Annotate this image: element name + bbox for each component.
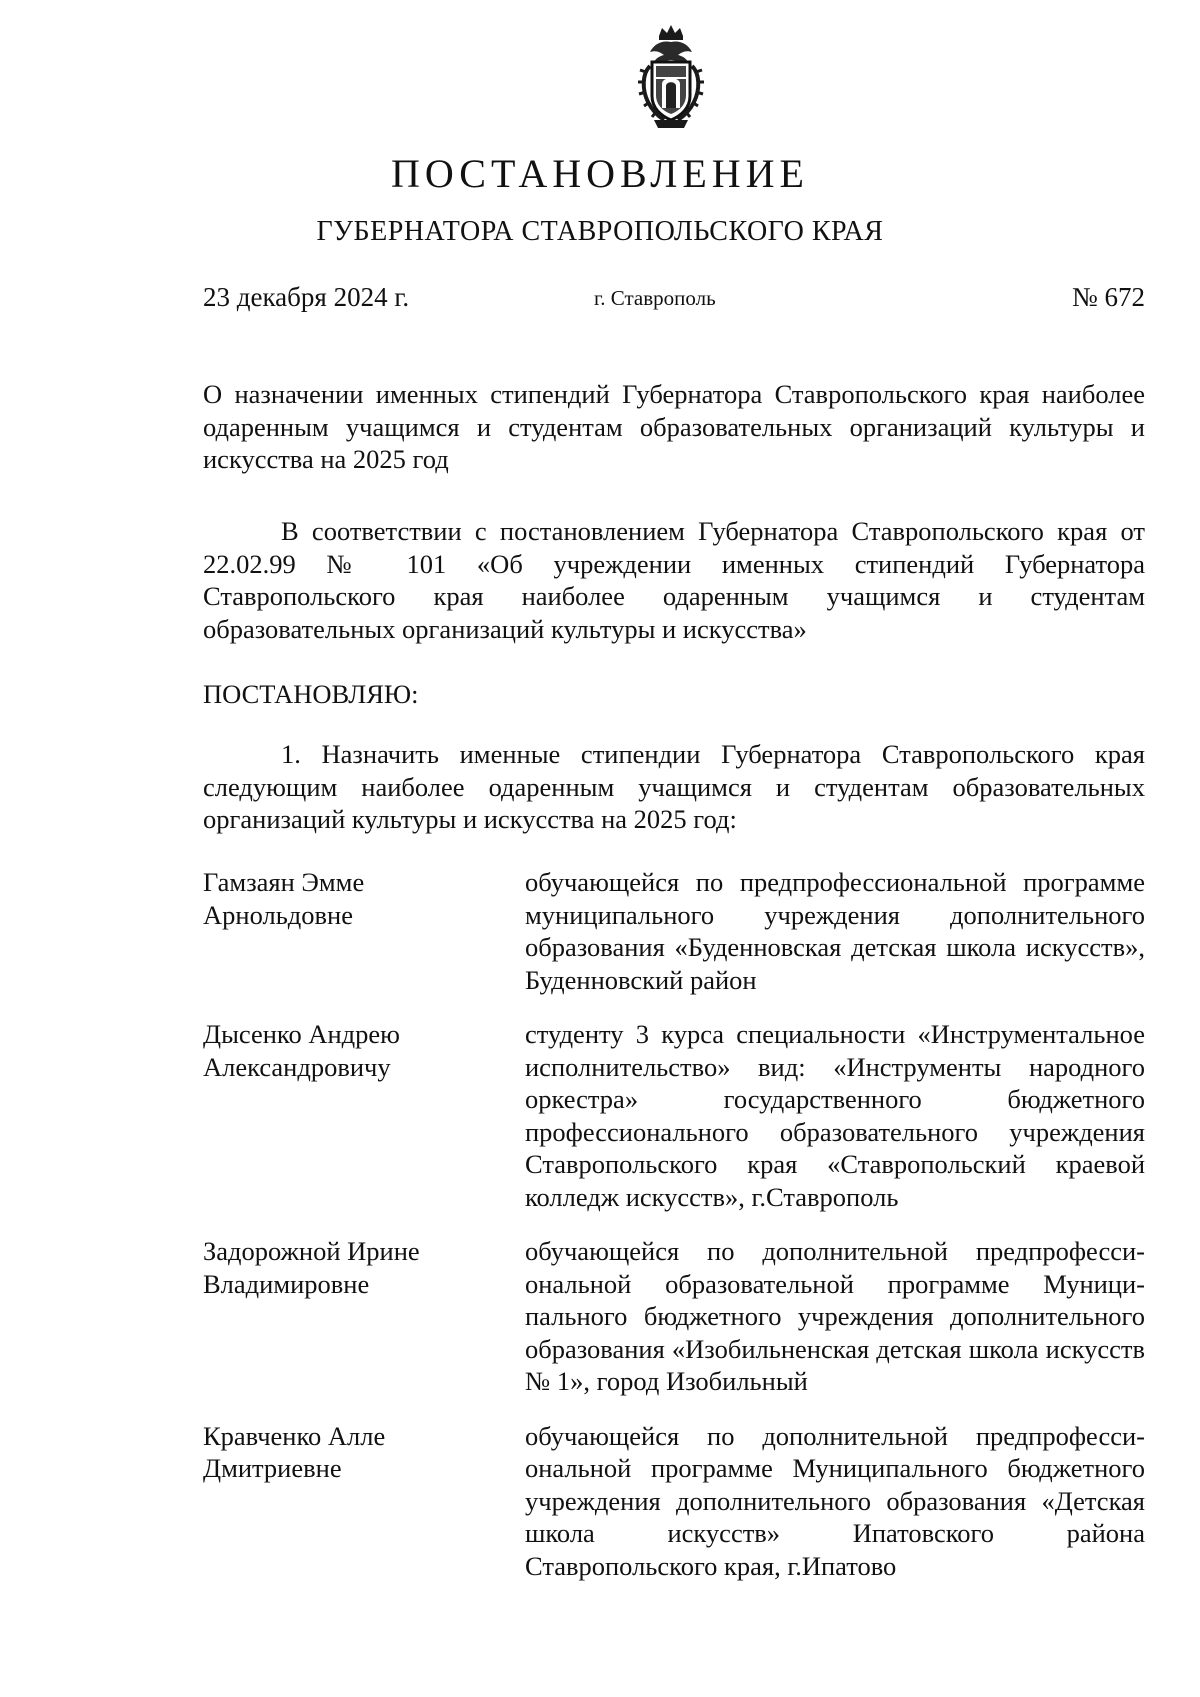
document-number: № 672: [1071, 282, 1145, 312]
recipient-description: студенту 3 курса специальности «Инструментальное исполнительство» вид: «Инструменты народного оркестра» государственного бюджетного профессионального образовательного учреждения Ставропольского края «Ставропольский краевой колледж искусств», г.Ставрополь: [525, 1019, 1145, 1212]
document-title: ПОСТАНОВЛЕНИЕ: [391, 151, 809, 196]
list-item: [203, 866, 1145, 996]
recipient-name: Кравченко Алле Дмитриевне: [203, 1420, 386, 1483]
legal-basis-paragraph: В соответствии с постановлением Губернатора Ставропольского края от 22.02.99 № 101 «Об учреждении именных стипендий Губернатора Ставропольского края наиболее одаренным учащимся и студентам образовательных организаций культуры и искусства»: [203, 516, 1145, 644]
recipient-name: Дысенко Андрею Александровичу: [203, 1019, 400, 1082]
document-date: 23 декабря 2024 г.: [203, 282, 410, 312]
recipient-description: обучающейся по дополнительной предпрофессиональной программе Муниципального бюджетного учреждения дополнительного образования «Детская школа искусств» Ипатовского района Ставропольского края, г.Ипатово: [525, 1420, 1145, 1581]
document-meta: [203, 282, 1145, 316]
document-subject: О назначении именных стипендий Губернатора Ставропольского края наиболее одаренным учащимся и студентам образовательных организаций культуры и искусства на 2025 год: [203, 379, 1145, 474]
recipient-description: обучающейся по дополнительной предпрофессиональной образовательной программе Муниципального бюджетного учреждения дополнительного образования «Изобильненская детская школа искусств № 1», город Изобильный: [525, 1236, 1145, 1396]
list-item: [203, 1235, 1145, 1398]
recipient-name: Гамзаян Эмме Арнольдовне: [203, 867, 365, 930]
decree-item-1: 1. Назначить именные стипендии Губернатора Ставропольского края следующим наиболее одаренным учащимся и студентам образовательных организаций культуры и искусства на 2025 год:: [203, 739, 1145, 834]
recipients-list: [203, 866, 1145, 1604]
issuer-title: ГУБЕРНАТОРА СТАВРОПОЛЬСКОГО КРАЯ: [316, 216, 884, 247]
recipient-name: Задорожной Ирине Владимировне: [203, 1236, 420, 1299]
decree-heading: ПОСТАНОВЛЯЮ:: [203, 679, 419, 709]
list-item: [203, 1018, 1145, 1213]
list-item: [203, 1420, 1145, 1583]
document-city: г. Ставрополь: [594, 286, 716, 310]
coat-of-arms-icon: [626, 22, 716, 134]
recipient-description: обучающейся по предпрофессиональной программе муниципального учреждения дополнительного образования «Буденновская детская школа искусств», Буденновский район: [525, 867, 1145, 995]
